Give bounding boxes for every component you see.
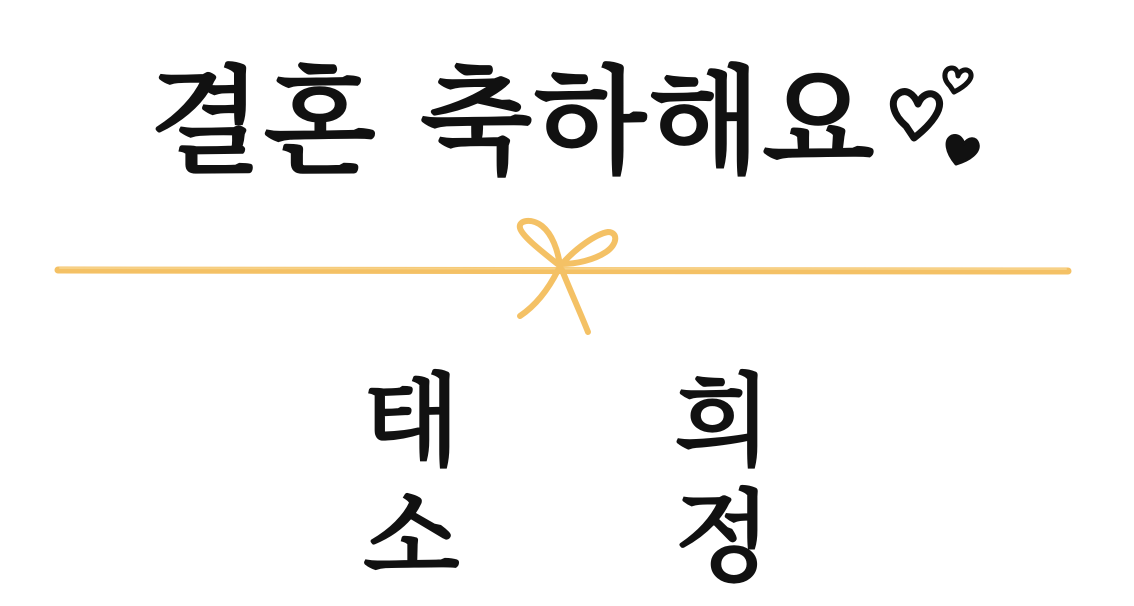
hearts-icon: [884, 56, 984, 176]
name-line-1: 태 희: [362, 363, 861, 480]
greeting-headline: [0, 48, 1134, 198]
name-line-2: 소 정: [362, 479, 861, 596]
ribbon-bow-icon: [0, 210, 1134, 340]
greeting-text: 결혼 축하해요: [149, 55, 877, 190]
